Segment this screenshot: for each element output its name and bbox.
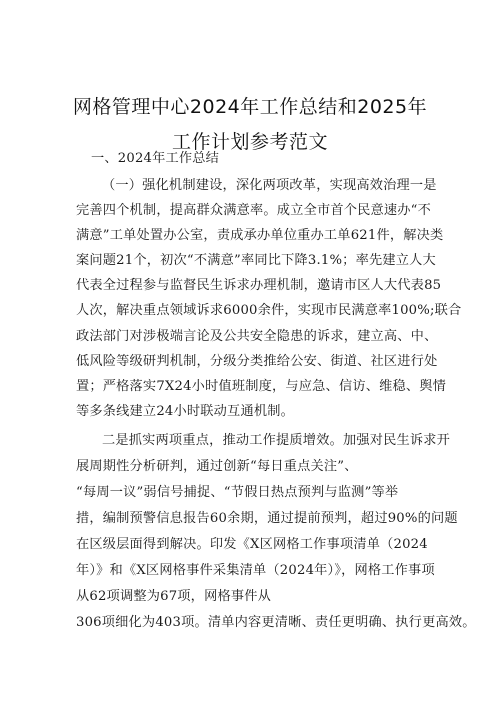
section-heading: 一、2024年工作总结: [91, 151, 220, 166]
paragraph-line: 措，编制预警信息报告60余期，通过提前预判，超过90%的问题: [76, 511, 458, 526]
paragraph-line: 政法部门对涉极端言论及公共安全隐患的诉求，建立高、中、: [76, 329, 438, 344]
paragraph-line: 306项细化为403项。清单内容更清晰、责任更明确、执行更高效。: [76, 615, 476, 630]
paragraph-line: 满意”工单处置办公室，责成承办单位重办工单621件，解决类: [76, 228, 444, 243]
document-title-line-1: 网格管理中心2024年工作总结和2025年: [72, 96, 428, 118]
paragraph-line: 等多条线建立24小时联动互通机制。: [76, 404, 294, 419]
paragraph-line: 低风险等级研判机制，分级分类推给公安、街道、社区进行处: [76, 354, 438, 369]
paragraph-line: 人次，解决重点领域诉求6000余件，实现市民满意率100%;联合: [76, 303, 462, 318]
paragraph-line: 展周期性分析研判，通过创新“每日重点关注”、: [76, 459, 358, 474]
paragraph-line: 案问题21个，初次“不满意”率同比下降3.1%；率先建立人大: [76, 253, 436, 268]
paragraph-line: 年）》和《X区网格事件采集清单（2024年）》，网格工作事项: [76, 563, 435, 578]
document-title-line-2: 工作计划参考范文: [171, 131, 328, 153]
paragraph-line: 在区级层面得到解决。印发《X区网格工作事项清单（2024: [76, 537, 428, 552]
paragraph-line: （一）强化机制建设，深化两项改革，实现高效治理一是: [102, 178, 437, 193]
paragraph-line: “每周一议”弱信号捕捉、“节假日热点预判与监测”等举: [76, 485, 399, 500]
paragraph-line: 从62项调整为67项，网格事件从: [76, 589, 272, 604]
paragraph-line: 二是抓实两项重点，推动工作提质增效。加强对民生诉求开: [102, 433, 451, 448]
paragraph-line: 代表全过程参与监督民生诉求办理机制，邀请市区人大代表85: [76, 278, 442, 293]
paragraph-line: 完善四个机制，提高群众满意率。成立全市首个民意速办“不: [76, 203, 432, 218]
paragraph-line: 置；严格落实7X24小时值班制度，与应急、信访、维稳、舆情: [76, 379, 447, 394]
